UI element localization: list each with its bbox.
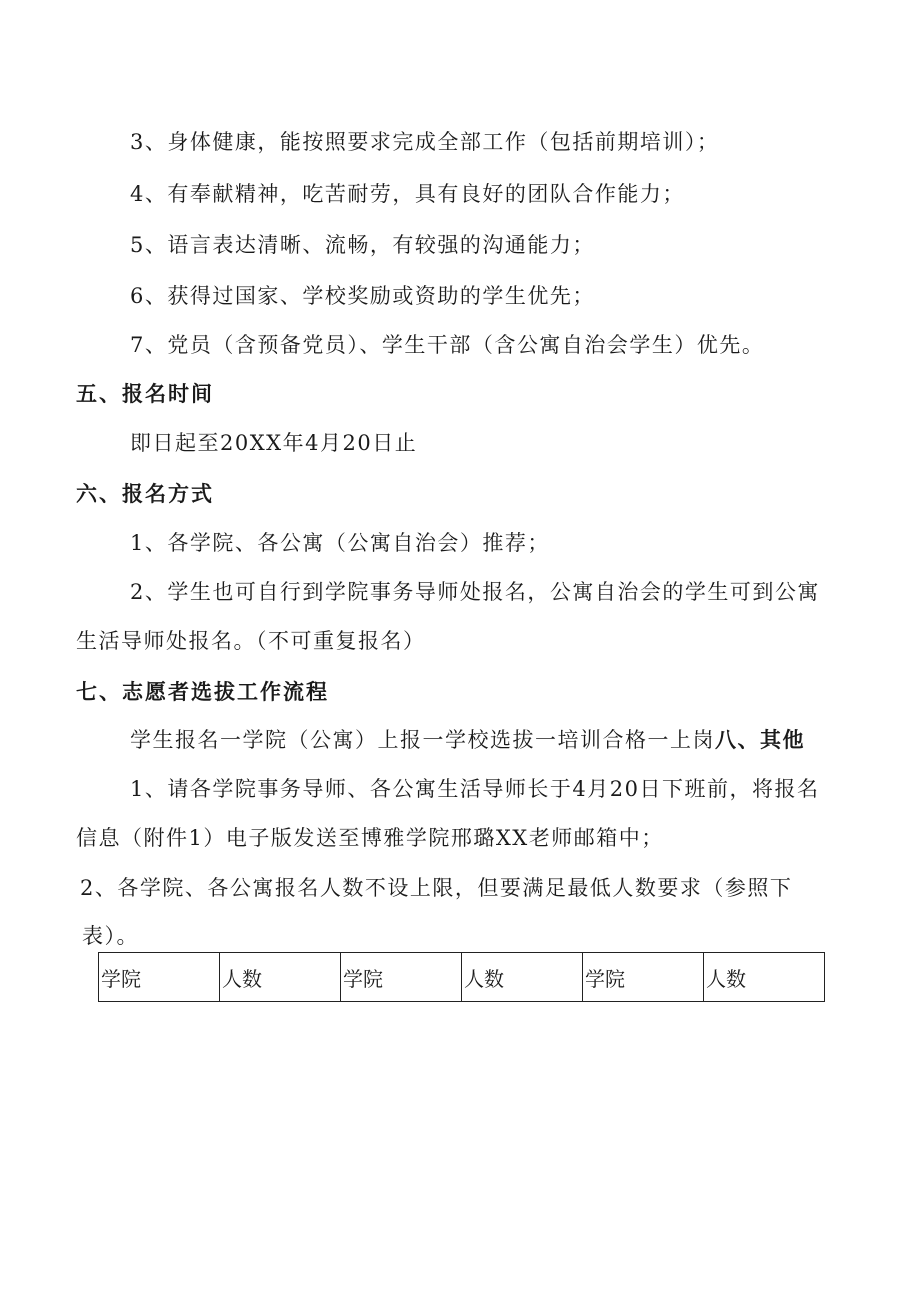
section-8-heading: 八、其他 <box>715 728 805 752</box>
section-8-item-2-line-1: 2、各学院、各公寓报名人数不设上限，但要满足最低人数要求（参照下 <box>80 876 793 900</box>
section-8-item-2-line-2: 表）。 <box>82 924 139 948</box>
section-6-item-2-line-1: 2、学生也可自行到学院事务导师处报名，公寓自治会的学生可到公寓 <box>130 580 820 604</box>
table-header-cell: 学院 <box>583 953 704 1002</box>
table-header-cell: 人数 <box>220 953 341 1002</box>
section-8-item-1-line-2: 信息（附件1）电子版发送至博雅学院邢璐XX老师邮箱中； <box>76 826 664 850</box>
section-6-item-1: 1、各学院、各公寓（公寓自治会）推荐； <box>130 531 550 555</box>
table-row <box>99 953 825 1002</box>
section-6-item-2-line-2: 生活导师处报名。（不可重复报名） <box>76 629 426 653</box>
section-8-item-1-line-1: 1、请各学院事务导师、各公寓生活导师长于4月20日下班前，将报名 <box>130 777 820 801</box>
table-header-cell: 人数 <box>462 953 583 1002</box>
section-6-heading: 六、报名方式 <box>76 482 214 506</box>
requirement-3: 3、身体健康，能按照要求完成全部工作（包括前期培训）； <box>130 130 720 154</box>
table-header-cell: 学院 <box>99 953 220 1002</box>
section-5-heading: 五、报名时间 <box>76 382 214 406</box>
table-header-cell: 人数 <box>704 953 825 1002</box>
quota-table <box>98 952 825 1002</box>
requirement-7: 7、党员（含预备党员）、学生干部（含公寓自治会学生）优先。 <box>130 333 765 357</box>
section-5-body: 即日起至20XX年4月20日止 <box>130 431 418 455</box>
flow-text: 学生报名一学院（公寓）上报一学校选拔一培训合格一上岗 <box>130 728 715 752</box>
requirement-6: 6、获得过国家、学校奖励或资助的学生优先； <box>130 284 595 308</box>
section-7-flow <box>130 726 805 754</box>
requirement-5: 5、语言表达清晰、流畅，有较强的沟通能力； <box>130 233 595 257</box>
table-header-cell: 学院 <box>341 953 462 1002</box>
requirement-4: 4、有奉献精神，吃苦耐劳，具有良好的团队合作能力； <box>130 182 685 206</box>
section-7-heading: 七、志愿者选拔工作流程 <box>76 680 329 704</box>
